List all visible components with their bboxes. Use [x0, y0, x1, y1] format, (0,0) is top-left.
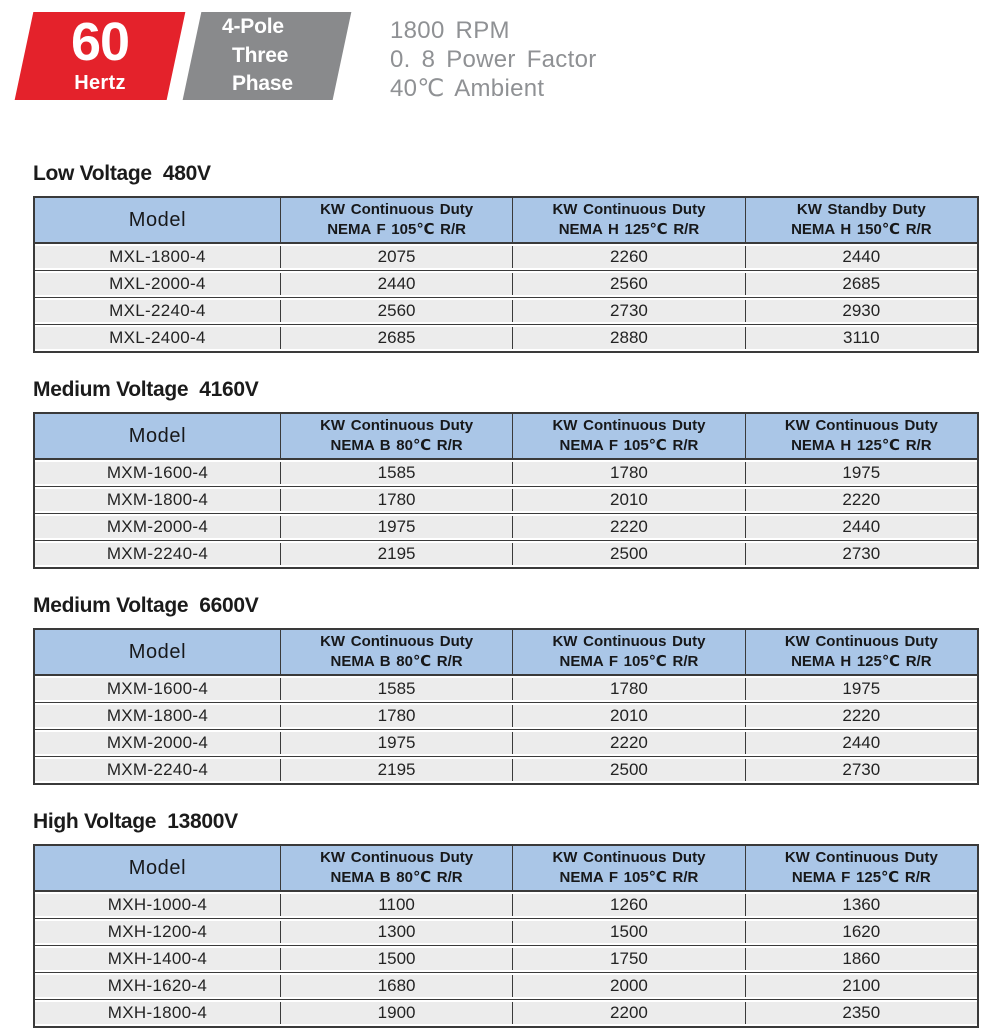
kw-value-cell: 2220	[745, 489, 977, 511]
pole-label: 4-Pole	[222, 15, 284, 39]
table-row	[35, 732, 977, 754]
kw-value-cell: 2195	[280, 543, 512, 565]
column-header	[745, 414, 977, 458]
table-row	[35, 543, 977, 565]
column-header-duty: KW Continuous Duty	[552, 201, 706, 219]
model-cell: MXM-1800-4	[106, 706, 209, 725]
section-title-label: High Voltage	[33, 810, 157, 833]
table-body	[35, 892, 977, 1026]
model-cell: MXL-2000-4	[109, 274, 206, 293]
column-header-nema: NEMA B 80℃ R/R	[330, 437, 463, 454]
column-header-nema: NEMA B 80℃ R/R	[330, 653, 463, 670]
kw-value-cell: 2350	[745, 1002, 977, 1024]
spec-table	[33, 844, 979, 1028]
kw-value-cell: 2930	[745, 300, 977, 322]
model-cell: MXL-2400-4	[109, 328, 206, 347]
spec-table	[33, 412, 979, 569]
table-body	[35, 244, 977, 351]
model-cell: MXM-2000-4	[106, 733, 209, 752]
model-cell: MXH-1200-4	[107, 922, 208, 941]
column-header	[512, 198, 744, 242]
table-body	[35, 460, 977, 567]
column-header-duty: KW Continuous Duty	[552, 417, 706, 435]
model-cell: MXM-2240-4	[106, 544, 209, 563]
section-title-voltage: 6600V	[199, 594, 259, 617]
table-row	[35, 678, 977, 700]
column-header-model: Model	[128, 208, 187, 231]
row-separator	[35, 999, 977, 1000]
kw-value-cell: 1260	[512, 894, 744, 916]
voltage-tables	[0, 162, 1005, 1028]
kw-value-cell: 3110	[745, 327, 977, 349]
spec-ambient: 40℃ Ambient	[390, 75, 545, 102]
spec-table	[33, 628, 979, 785]
column-header	[280, 198, 512, 242]
kw-value-cell: 2010	[512, 705, 744, 727]
column-header	[280, 414, 512, 458]
section-title-voltage: 13800V	[167, 810, 238, 833]
kw-value-cell: 2075	[280, 246, 512, 268]
kw-value-cell: 2260	[512, 246, 744, 268]
voltage-section	[0, 810, 1005, 1028]
row-separator	[35, 702, 977, 703]
table-row	[35, 894, 977, 916]
column-header-duty: KW Continuous Duty	[552, 849, 706, 867]
kw-value-cell: 2440	[745, 516, 977, 538]
kw-value-cell: 1500	[512, 921, 744, 943]
column-header-duty: KW Continuous Duty	[552, 633, 706, 651]
kw-value-cell: 2730	[512, 300, 744, 322]
table-header-row	[35, 630, 977, 676]
section-title-voltage: 4160V	[199, 378, 259, 401]
column-header-model: Model	[128, 856, 187, 879]
kw-value-cell: 2440	[745, 732, 977, 754]
banner	[0, 0, 1005, 104]
table-row	[35, 759, 977, 781]
row-separator	[35, 324, 977, 325]
column-header	[745, 846, 977, 890]
table-row	[35, 462, 977, 484]
kw-value-cell: 1975	[280, 516, 512, 538]
kw-value-cell: 1620	[745, 921, 977, 943]
pole-phase-badge	[183, 12, 352, 100]
kw-value-cell: 2100	[745, 975, 977, 997]
column-header-nema: NEMA F 105℃ R/R	[327, 221, 466, 238]
kw-value-cell: 2500	[512, 543, 744, 565]
column-header	[512, 846, 744, 890]
table-row	[35, 705, 977, 727]
kw-value-cell: 2440	[745, 246, 977, 268]
column-header-nema: NEMA H 125℃ R/R	[558, 221, 700, 238]
row-separator	[35, 756, 977, 757]
model-cell: MXM-1800-4	[106, 490, 209, 509]
column-header-duty: KW Standby Duty	[796, 201, 926, 219]
spec-power-factor: 0. 8 Power Factor	[390, 46, 597, 73]
model-cell: MXM-1600-4	[106, 679, 209, 698]
model-cell: MXH-1800-4	[107, 1003, 208, 1022]
column-header-nema: NEMA B 80℃ R/R	[330, 869, 463, 886]
row-separator	[35, 918, 977, 919]
model-cell: MXM-2000-4	[106, 517, 209, 536]
model-cell: MXM-1600-4	[106, 463, 209, 482]
section-title	[33, 594, 1005, 618]
section-title	[33, 810, 1005, 834]
column-header-model: Model	[128, 640, 187, 663]
model-cell: MXL-2240-4	[109, 301, 206, 320]
kw-value-cell: 2560	[512, 273, 744, 295]
table-row	[35, 489, 977, 511]
row-separator	[35, 486, 977, 487]
kw-value-cell: 1585	[280, 462, 512, 484]
table-row	[35, 975, 977, 997]
kw-value-cell: 2440	[280, 273, 512, 295]
table-row	[35, 300, 977, 322]
section-title	[33, 162, 1005, 186]
kw-value-cell: 1680	[280, 975, 512, 997]
spec-lines	[390, 16, 597, 103]
kw-value-cell: 1500	[280, 948, 512, 970]
kw-value-cell: 1100	[280, 894, 512, 916]
frequency-badge	[15, 12, 186, 100]
row-separator	[35, 729, 977, 730]
section-title-voltage: 480V	[162, 162, 211, 185]
kw-value-cell: 1300	[280, 921, 512, 943]
table-row	[35, 327, 977, 349]
column-header-duty: KW Continuous Duty	[784, 849, 938, 867]
column-header-nema: NEMA F 125℃ R/R	[791, 869, 931, 886]
table-row	[35, 948, 977, 970]
column-header-model: Model	[128, 424, 187, 447]
kw-value-cell: 1780	[280, 489, 512, 511]
model-cell: MXL-1800-4	[109, 247, 206, 266]
kw-value-cell: 1585	[280, 678, 512, 700]
column-header-nema: NEMA F 105℃ R/R	[559, 869, 699, 886]
spec-rpm: 1800 RPM	[390, 17, 510, 44]
table-row	[35, 246, 977, 268]
kw-value-cell: 1975	[745, 678, 977, 700]
kw-value-cell: 2220	[745, 705, 977, 727]
kw-value-cell: 1780	[512, 462, 744, 484]
table-row	[35, 1002, 977, 1024]
row-separator	[35, 945, 977, 946]
column-header-nema: NEMA F 105℃ R/R	[559, 653, 699, 670]
column-header-duty: KW Continuous Duty	[320, 633, 474, 651]
row-separator	[35, 513, 977, 514]
column-header	[280, 630, 512, 674]
table-header-row	[35, 198, 977, 244]
kw-value-cell: 2685	[280, 327, 512, 349]
voltage-section	[0, 162, 1005, 353]
section-title-label: Medium Voltage	[33, 594, 189, 617]
kw-value-cell: 1360	[745, 894, 977, 916]
column-header	[512, 630, 744, 674]
frequency-value: 60	[70, 12, 130, 73]
column-header-duty: KW Continuous Duty	[784, 633, 938, 651]
kw-value-cell: 1975	[745, 462, 977, 484]
column-header	[745, 198, 977, 242]
table-header-row	[35, 846, 977, 892]
model-cell: MXH-1400-4	[107, 949, 208, 968]
kw-value-cell: 1780	[280, 705, 512, 727]
kw-value-cell: 1750	[512, 948, 744, 970]
kw-value-cell: 1975	[280, 732, 512, 754]
kw-value-cell: 2220	[512, 732, 744, 754]
row-separator	[35, 972, 977, 973]
kw-value-cell: 2880	[512, 327, 744, 349]
table-row	[35, 921, 977, 943]
column-header-duty: KW Continuous Duty	[320, 849, 474, 867]
column-header-nema: NEMA H 125℃ R/R	[791, 437, 932, 454]
kw-value-cell: 2730	[745, 543, 977, 565]
kw-value-cell: 2730	[745, 759, 977, 781]
table-body	[35, 676, 977, 783]
row-separator	[35, 540, 977, 541]
column-header	[280, 846, 512, 890]
column-header-duty: KW Continuous Duty	[320, 201, 474, 219]
phase-label: Three Phase	[232, 43, 293, 96]
kw-value-cell: 2200	[512, 1002, 744, 1024]
model-cell: MXH-1620-4	[107, 976, 208, 995]
column-header-nema: NEMA H 125℃ R/R	[791, 653, 932, 670]
row-separator	[35, 270, 977, 271]
section-title	[33, 378, 1005, 402]
table-row	[35, 273, 977, 295]
column-header-nema: NEMA H 150℃ R/R	[791, 221, 932, 238]
column-header-duty: KW Continuous Duty	[320, 417, 474, 435]
frequency-unit: Hertz	[74, 71, 126, 94]
table-header-row	[35, 414, 977, 460]
column-header	[745, 630, 977, 674]
kw-value-cell: 1900	[280, 1002, 512, 1024]
voltage-section	[0, 378, 1005, 569]
table-row	[35, 516, 977, 538]
kw-value-cell: 2685	[745, 273, 977, 295]
section-title-label: Medium Voltage	[33, 378, 189, 401]
row-separator	[35, 297, 977, 298]
kw-value-cell: 1860	[745, 948, 977, 970]
model-cell: MXM-2240-4	[106, 760, 209, 779]
column-header	[512, 414, 744, 458]
column-header-nema: NEMA F 105℃ R/R	[559, 437, 699, 454]
kw-value-cell: 2220	[512, 516, 744, 538]
spec-table	[33, 196, 979, 353]
model-cell: MXH-1000-4	[107, 895, 208, 914]
kw-value-cell: 2010	[512, 489, 744, 511]
column-header-duty: KW Continuous Duty	[784, 417, 938, 435]
kw-value-cell: 2195	[280, 759, 512, 781]
kw-value-cell: 2500	[512, 759, 744, 781]
section-title-label: Low Voltage	[33, 162, 152, 185]
kw-value-cell: 2000	[512, 975, 744, 997]
kw-value-cell: 2560	[280, 300, 512, 322]
voltage-section	[0, 594, 1005, 785]
kw-value-cell: 1780	[512, 678, 744, 700]
